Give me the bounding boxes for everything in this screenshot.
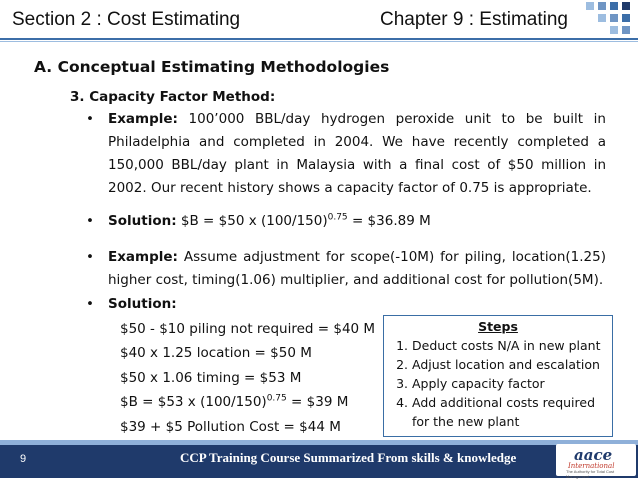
step-item: 4. Add additional costs required for the new plant — [412, 393, 612, 431]
bullet-label: Solution: — [108, 296, 177, 312]
bullet-symbol: • — [86, 111, 94, 127]
slide-header — [0, 0, 638, 44]
footer-caption: CCP Training Course Summarized From skills & knowledge — [180, 450, 517, 465]
steps-list — [384, 336, 612, 431]
header-chapter-label: Chapter 9 : Estimating — [380, 9, 568, 30]
step-item: 3. Apply capacity factor — [412, 374, 612, 393]
aace-logo — [556, 444, 636, 479]
bullet-label: Example: — [108, 111, 178, 127]
calculation-line: $40 x 1.25 location = $50 M — [120, 345, 312, 361]
formula-result: = $36.89 M — [347, 213, 431, 229]
formula-result: = $39 M — [286, 394, 349, 410]
footer-accent-bar — [0, 440, 638, 445]
formula-text: $B = $50 x (100/150) — [176, 213, 328, 229]
section-title: A. Conceptual Estimating Methodologies — [34, 58, 390, 76]
bullet-symbol: • — [86, 296, 94, 312]
formula-exponent: 0.75 — [266, 393, 287, 404]
calculation-line: $39 + $5 Pollution Cost = $44 M — [120, 419, 341, 435]
bullet-symbol: • — [86, 213, 94, 229]
header-divider-thin — [0, 41, 638, 42]
subsection-title: 3. Capacity Factor Method: — [70, 89, 276, 105]
page-number: 9 — [20, 453, 27, 465]
formula-exponent: 0.75 — [327, 212, 348, 223]
bullet-symbol: • — [86, 249, 94, 265]
bullet-text: Assume adjustment for scope(-10M) for piling, location(1.25) higher cost, timing(1.06) multiplier, and additional cost for pollution(5M). — [108, 249, 606, 288]
step-item: 2. Adjust location and escalation — [412, 355, 612, 374]
bullet-solution-2 — [86, 293, 606, 316]
calculation-line: $50 x 1.06 timing = $53 M — [120, 370, 302, 386]
steps-box — [383, 315, 613, 437]
steps-title: Steps — [478, 319, 518, 334]
bullet-label: Example: — [108, 249, 178, 265]
bullet-text: 100’000 BBL/day hydrogen peroxide unit to be built in Philadelphia and completed in 2004. We have recently completed a 150,000 BBL/day plant in Malaysia with a final cost of $50 million in 2002. Our recent history shows a capacity factor of 0.75 is appropriate. — [108, 111, 606, 196]
calculation-line: $50 - $10 piling not required = $40 M — [120, 321, 376, 337]
bullet-example-1 — [86, 108, 606, 200]
formula-text: $B = $53 x (100/150) — [120, 394, 267, 410]
bullet-label: Solution: — [108, 213, 177, 229]
bullet-solution-1 — [86, 210, 606, 233]
header-section-label: Section 2 : Cost Estimating — [12, 9, 241, 30]
slide-footer — [0, 440, 638, 478]
logo-tagline: The Authority for Total Cost Management — [566, 469, 615, 479]
calculation-line — [120, 394, 348, 410]
logo-wordmark: aace — [574, 446, 613, 464]
logo-subtitle: International — [568, 462, 615, 470]
header-divider — [0, 38, 638, 40]
step-item: 1. Deduct costs N/A in new plant — [412, 336, 612, 355]
bullet-example-2 — [86, 246, 606, 292]
